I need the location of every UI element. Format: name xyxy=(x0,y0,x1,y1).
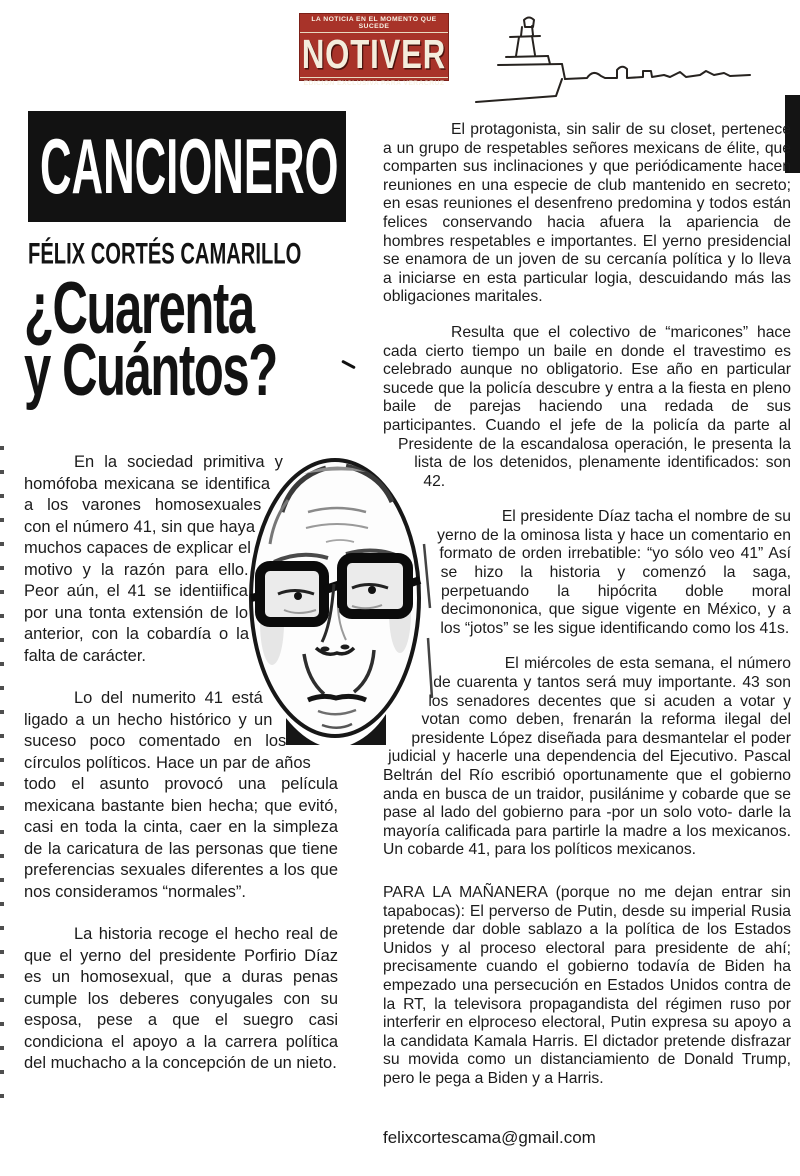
logo-tagline-bottom: EDICION EXCLUSIVA PARA VERACRUZ xyxy=(300,77,448,89)
article-paragraph: Lo del numerito 41 está ligado a un hecho histórico y un suceso poco comentado en los círculos políticos. Hace un par de años todo el asunto provocó una película mexicana bastante bien hecha; que evitó, casi en toda la cinta, caer en la simpleza de la caricatura de las personas que tiene preferencias sexuales diferentes a los que nos consideramos “normales”. xyxy=(24,689,338,901)
contact-email: felixcortescama@gmail.com xyxy=(383,1128,596,1147)
article-paragraph: En la sociedad primitiva y homófoba mexicana se identifica a los varones homosexuales con el número 41, sin que haya muchos capaces de explicar el motivo y la razón para ello. Peor aún, el 41 se identiifica por una tonta extensión de lo anterior, con la cobardía o la falta de carácter. xyxy=(24,453,283,665)
section-banner-label: CANCIONERO xyxy=(40,122,339,210)
article-title xyxy=(24,266,385,411)
logo-wordmark xyxy=(300,33,448,77)
article-paragraph: El protagonista, sin salir de su closet, pertenece a un grupo de respetables señores mexicans de élite, que comparten sus inclinaciones y que periódicamente hacen reuniones en una especie de club mantenido en secreto; en esas reuniones el desenfreno predomina y todos están felices conservando hacia afuera la apariencia de hombres respetables e importantes. El yerno presidencial se enamora de un joven de su cercanía política y lo lleva a iniciarse en esta particular logia, descuidando más las obligaciones maritales. xyxy=(383,121,791,306)
notiver-logo xyxy=(299,13,449,87)
article-paragraph: El miércoles de esta semana, el número de cuarenta y tantos será muy importante. 43 son los senadores decentes que si acuden a votar y votan como deben, frenarán la reforma ilegal del presidente López diseñada para desmantelar el poder judicial y hacerle una dependencia del Ejecutivo. Pascal Beltrán del Río escribió oportunamente que el gobierno anda en busca de un traidor, pusilánime y cobarde que se pase al lado del gobierno para -por un solo voto- darle la mayoría calificada para partirle la madre a los mexicanos. Un cobarde 41, para los políticos mexicanos. xyxy=(383,655,791,859)
right-column xyxy=(383,121,791,1106)
left-edge-print-artifacts xyxy=(0,446,4,1098)
section-banner xyxy=(28,111,346,222)
veracruz-skyline-sketch-icon xyxy=(466,12,762,112)
logo-text: NOTIVER xyxy=(301,33,447,77)
article-title-line1: ¿Cuarenta xyxy=(24,267,254,349)
article-paragraph: La historia recoge el hecho real de que el yerno del presidente Porfirio Díaz es un homosexual, que a duras penas cumple los deberes conyugales con su esposa, pese a que el suegro casi condiciona el apoyo a la carrera política del muchacho a la concepción de un nieto. xyxy=(24,925,338,1072)
article-title-line2: y Cuántos? xyxy=(24,329,277,411)
author-name: FÉLIX CORTÉS CAMARILLO xyxy=(28,237,302,270)
logo-tagline-top: LA NOTICIA EN EL MOMENTO QUE SUCEDE xyxy=(300,14,448,33)
article-paragraph: PARA LA MAÑANERA (porque no me dejan entrar sin tapabocas): El perverso de Putin, desde su imperial Rusia pretende dar doble sablazo a la política de los Estados Unidos y al proceso electoral para presidente de ahí; precisamente cuando el gobierno todavía de Biden ha empezado una persecución en Estados Unidos contra de la RT, la televisora propagandista del régimen ruso por interferir en elproceso electoral, Putin expresa su apoyo a la candidata Kamala Harris. El dictador pretende disfrazar su movida como un distanciamiento de Donald Trump, pero le pega a Biden y a Harris. xyxy=(383,883,791,1087)
article-paragraph: Resulta que el colectivo de “maricones” hace cada cierto tiempo un baile en donde el travestimo es celebrado aunque no obligatorio. Ese año en particular sucede que la policía descubre y entra a la fiesta en pleno baile de parejas haciendo una redada de sus participantes. Cuando el jefe de la policía da parte al Presidente de la escandalosa operación, le presenta la lista de los detenidos, plenamente identificados: son 42. xyxy=(383,323,791,490)
article-paragraph: El presidente Díaz tacha el nombre de su yerno de la ominosa lista y hace un comentario en formato de orden irrebatible: “yo sólo veo 41” Así se hizo la historia y comenzó la saga, perpetuando la hipócrita doble moral decimononica, que sigue vigente en México, y a los “jotos” se les sigue identificando como los 41s. xyxy=(437,508,791,637)
